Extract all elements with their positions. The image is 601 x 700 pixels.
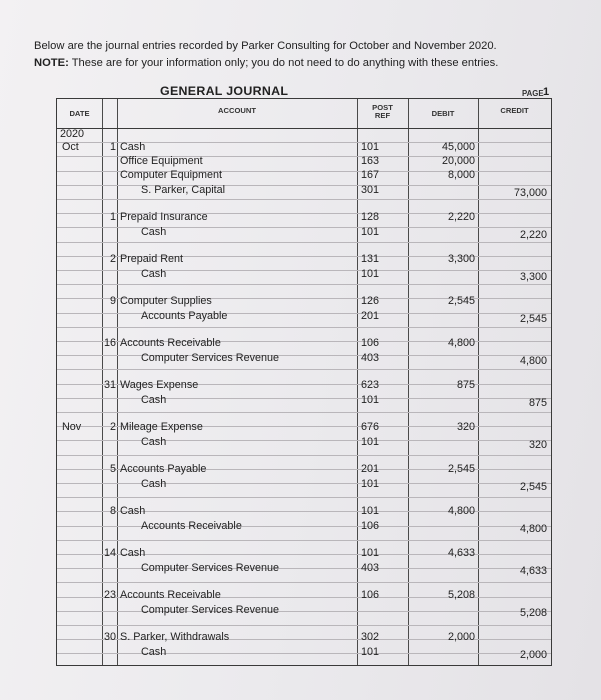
account-name: Cash (141, 267, 167, 280)
row-rule (57, 653, 551, 654)
header-post-ref (357, 104, 408, 120)
entry-day: 14 (103, 547, 116, 560)
debit-amount: 2,545 (447, 463, 475, 476)
post-ref: 101 (361, 267, 380, 280)
row-rule (57, 483, 551, 484)
header-debit: DEBIT (431, 109, 455, 118)
debit-amount: 875 (456, 379, 475, 392)
account-name: Prepaid Rent (120, 253, 184, 266)
note-text: These are for your information only; you do not need to do anything with these entries. (68, 57, 499, 69)
row-rule (57, 313, 551, 314)
account-name: Prepaid Insurance (120, 211, 208, 224)
entry-day: 16 (103, 337, 116, 350)
account-name: Cash (141, 393, 167, 406)
credit-amount: 4,800 (519, 522, 547, 535)
entry-day: 1 (109, 211, 116, 224)
row-rule (57, 369, 551, 370)
note-line (34, 55, 498, 72)
row-rule (57, 412, 551, 413)
row-rule (57, 242, 551, 243)
credit-amount: 4,633 (519, 564, 547, 577)
debit-amount: 3,300 (447, 253, 475, 266)
credit-amount: 875 (528, 396, 547, 409)
post-ref: 106 (361, 337, 380, 350)
account-name: Computer Services Revenue (141, 603, 280, 616)
debit-amount: 20,000 (441, 155, 475, 168)
post-ref: 676 (361, 421, 380, 434)
account-name: Accounts Receivable (120, 589, 221, 602)
credit-amount: 4,800 (519, 354, 547, 367)
debit-amount: 45,000 (441, 141, 475, 153)
page-number: 1 (543, 86, 550, 98)
debit-amount: 2,545 (447, 295, 475, 308)
debit-amount: 4,800 (447, 337, 475, 350)
post-ref: 101 (361, 645, 380, 658)
post-ref: 106 (361, 589, 380, 602)
intro-line: Below are the journal entries recorded by Parker Consulting for October and November 2020. (34, 40, 497, 52)
post-ref: 101 (361, 141, 380, 153)
account-name: Cash (120, 547, 146, 560)
post-ref: 302 (361, 631, 380, 644)
account-name: Cash (120, 141, 146, 153)
debit-amount: 4,800 (447, 505, 475, 518)
account-name: Accounts Receivable (141, 519, 242, 532)
post-ref: 101 (361, 505, 380, 518)
post-ref: 167 (361, 169, 380, 182)
account-name: Cash (141, 645, 167, 658)
row-rule (57, 455, 551, 456)
account-name: Cash (141, 225, 167, 238)
account-name: Computer Services Revenue (141, 561, 280, 574)
credit-amount: 320 (528, 438, 547, 451)
header-post-ref-line1: POST (372, 103, 393, 112)
account-name: Wages Expense (120, 379, 199, 392)
account-name: S. Parker, Capital (141, 183, 226, 196)
account-name: Accounts Payable (141, 309, 228, 322)
account-name: Mileage Expense (120, 421, 203, 434)
debit-amount: 2,000 (447, 631, 475, 644)
post-ref: 301 (361, 183, 380, 196)
header-divider (57, 128, 551, 129)
post-ref: 106 (361, 519, 380, 532)
post-ref: 101 (361, 225, 380, 238)
post-ref: 101 (361, 477, 380, 490)
post-ref: 403 (361, 351, 380, 364)
post-ref: 128 (361, 211, 380, 224)
post-ref: 126 (361, 295, 380, 308)
post-ref: 101 (361, 435, 380, 448)
debit-amount: 5,208 (447, 589, 475, 602)
account-name: Computer Equipment (120, 169, 223, 182)
debit-amount: 2,220 (447, 211, 475, 224)
row-rule (57, 227, 551, 228)
account-name: Accounts Payable (120, 463, 207, 476)
credit-amount: 73,000 (513, 186, 547, 199)
row-rule (57, 327, 551, 328)
row-rule (57, 185, 551, 186)
note-label: NOTE: (34, 57, 69, 69)
post-ref: 201 (361, 463, 380, 476)
row-rule (57, 582, 551, 583)
year-cell: 2020 (60, 128, 85, 140)
row-rule (57, 398, 551, 399)
account-name: Cash (141, 477, 167, 490)
entry-day: 2 (109, 253, 116, 266)
credit-amount: 2,220 (519, 228, 547, 241)
row-rule (57, 611, 551, 612)
general-journal-table (56, 98, 552, 666)
credit-amount: 3,300 (519, 270, 547, 283)
entry-day: 23 (103, 589, 116, 602)
debit-amount: 320 (456, 421, 475, 434)
row-rule (57, 199, 551, 200)
credit-amount: 2,545 (519, 312, 547, 325)
journal-title: GENERAL JOURNAL (160, 84, 289, 98)
entry-day: 31 (103, 379, 116, 392)
post-ref: 403 (361, 561, 380, 574)
header-post-ref-line2: REF (374, 111, 391, 120)
intro-text (34, 38, 498, 72)
post-ref: 623 (361, 379, 380, 392)
entry-day: 1 (109, 141, 116, 153)
account-name: Office Equipment (120, 155, 203, 168)
account-name: Cash (120, 505, 146, 518)
post-ref: 201 (361, 309, 380, 322)
entry-day: 30 (103, 631, 116, 644)
row-rule (57, 625, 551, 626)
entry-month: Nov (62, 421, 82, 434)
row-rule (57, 568, 551, 569)
post-ref: 131 (361, 253, 380, 266)
header-credit: CREDIT (500, 106, 529, 115)
row-rule (57, 284, 551, 285)
debit-amount: 4,633 (447, 547, 475, 560)
entry-day: 5 (109, 463, 116, 476)
row-rule (57, 497, 551, 498)
credit-amount: 5,208 (519, 606, 547, 619)
entry-day: 8 (109, 505, 116, 518)
credit-amount: 2,000 (519, 648, 547, 661)
row-rule (57, 355, 551, 356)
entry-day: 9 (109, 295, 116, 308)
entry-month: Oct (62, 141, 79, 153)
row-rule (57, 440, 551, 441)
header-date: DATE (69, 109, 90, 118)
post-ref: 101 (361, 547, 380, 560)
header-account: ACCOUNT (218, 106, 256, 115)
account-name: Computer Services Revenue (141, 351, 280, 364)
post-ref: 163 (361, 155, 380, 168)
account-name: S. Parker, Withdrawals (120, 631, 230, 644)
page-label: PAGE (522, 89, 544, 98)
row-rule (57, 270, 551, 271)
credit-amount: 2,545 (519, 480, 547, 493)
entry-day: 2 (109, 421, 116, 434)
debit-amount: 8,000 (447, 169, 475, 182)
row-rule (57, 540, 551, 541)
account-name: Accounts Receivable (120, 337, 221, 350)
post-ref: 101 (361, 393, 380, 406)
row-rule (57, 526, 551, 527)
account-name: Computer Supplies (120, 295, 212, 308)
account-name: Cash (141, 435, 167, 448)
